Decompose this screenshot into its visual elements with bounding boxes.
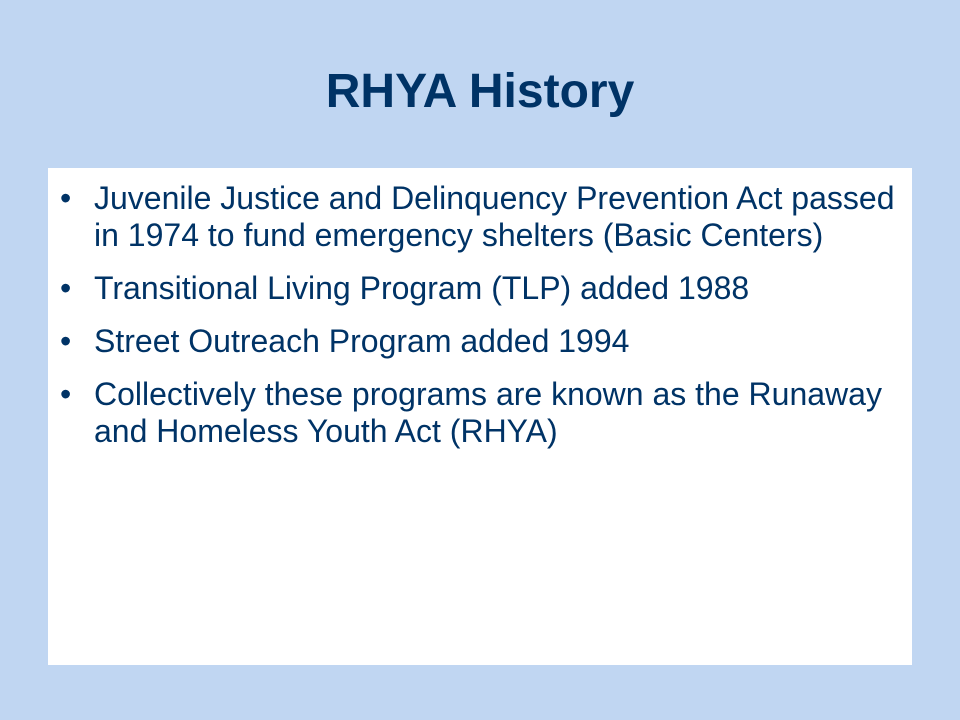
bullet-text: Juvenile Justice and Delinquency Prevention Act passed in 1974 to fund emergency shelters (Basic Centers) — [94, 180, 895, 253]
bullet-text: Street Outreach Program added 1994 — [94, 323, 630, 359]
bullet-marker: • — [60, 180, 72, 216]
slide-title: RHYA History — [325, 65, 635, 118]
bullet-text: Transitional Living Program (TLP) added 1988 — [94, 270, 750, 306]
content-panel — [48, 168, 912, 665]
bullet-item — [58, 270, 896, 307]
bullet-list — [58, 180, 896, 466]
bullet-text: Collectively these programs are known as the Runaway and Homeless Youth Act (RHYA) — [94, 376, 882, 449]
bullet-item — [58, 376, 896, 450]
bullet-marker: • — [60, 323, 72, 359]
bullet-item — [58, 180, 896, 254]
bullet-item — [58, 323, 896, 360]
bullet-marker: • — [60, 376, 72, 412]
bullet-marker: • — [60, 270, 72, 306]
